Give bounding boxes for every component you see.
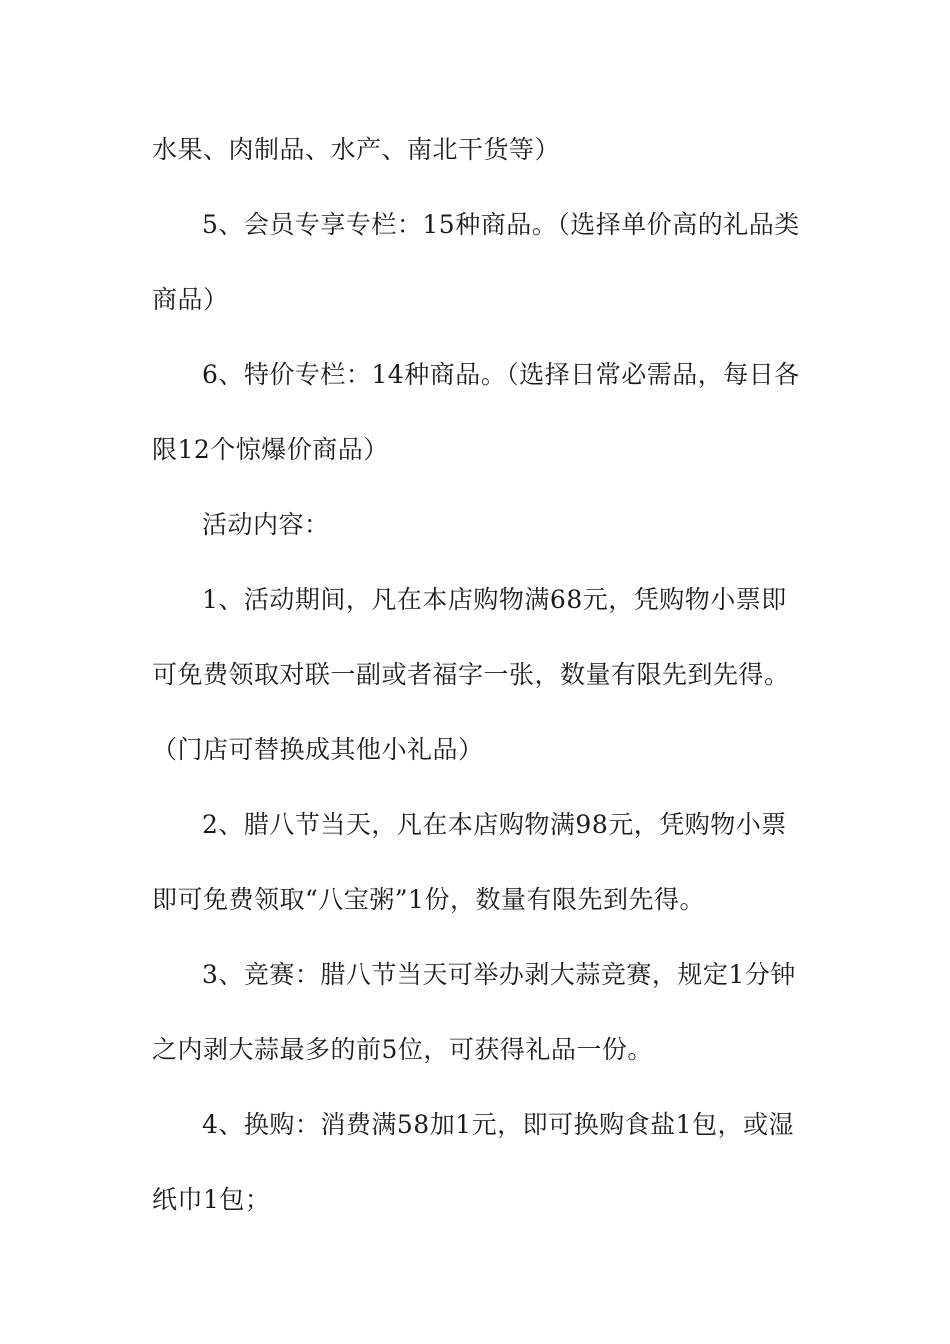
paragraph-line: 6、特价专栏：14种商品。（选择日常必需品，每日各 — [202, 360, 800, 389]
paragraph-line: 商品） — [152, 285, 229, 314]
paragraph-line: 限12个惊爆价商品） — [152, 435, 389, 464]
paragraph-line: 纸巾1包； — [152, 1185, 271, 1214]
paragraph-line: 3、竞赛：腊八节当天可举办剥大蒜竞赛，规定1分钟 — [202, 960, 796, 989]
paragraph-line: （门店可替换成其他小礼品） — [152, 735, 484, 764]
section-heading: 活动内容： — [202, 510, 330, 539]
paragraph-line: 之内剥大蒜最多的前5位，可获得礼品一份。 — [152, 1035, 653, 1064]
paragraph-line: 2、腊八节当天，凡在本店购物满98元，凭购物小票 — [202, 810, 787, 839]
paragraph-line: 可免费领取对联一副或者福字一张，数量有限先到先得。 — [152, 660, 790, 689]
paragraph-line: 即可免费领取“八宝粥”1份，数量有限先到先得。 — [152, 885, 705, 914]
paragraph-line: 水果、肉制品、水产、南北干货等） — [152, 135, 561, 164]
paragraph-line: 1、活动期间，凡在本店购物满68元，凭购物小票即 — [202, 585, 787, 614]
paragraph-line: 5、会员专享专栏：15种商品。（选择单价高的礼品类 — [202, 210, 800, 239]
paragraph-line: 4、换购：消费满58加1元，即可换购食盐1包，或湿 — [202, 1110, 795, 1139]
